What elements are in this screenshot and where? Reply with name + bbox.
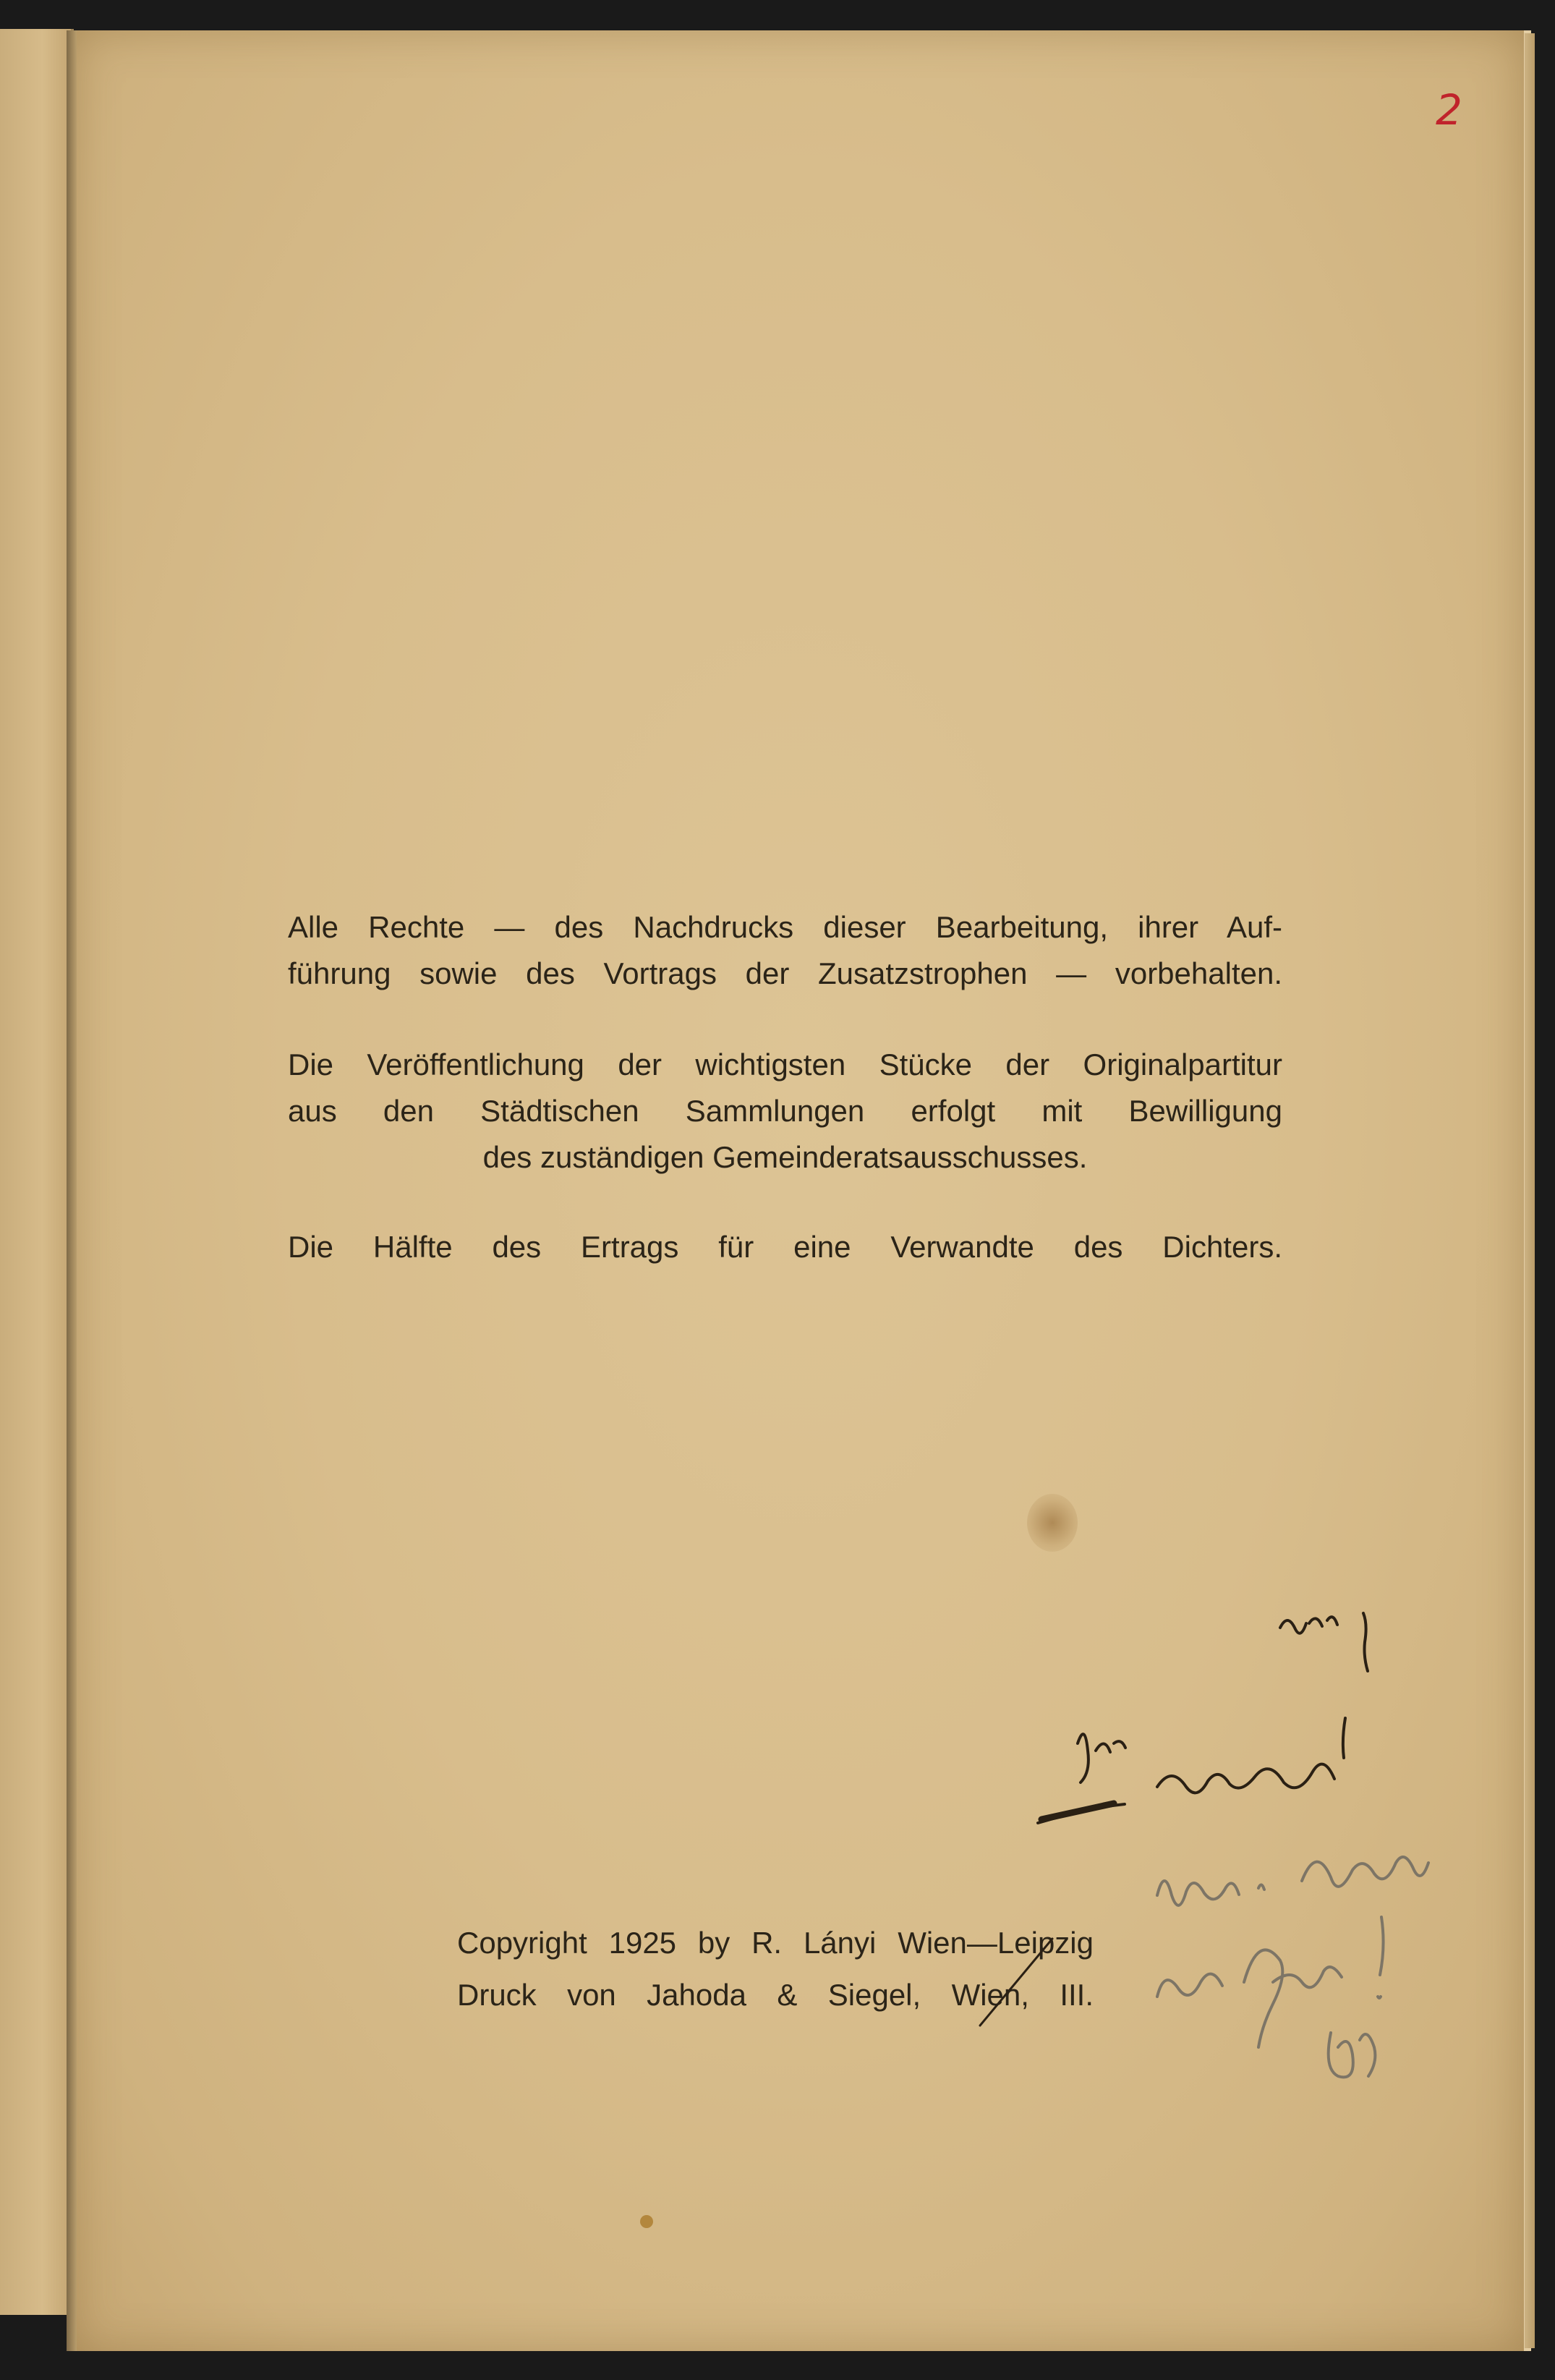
publication-notice: [288, 1042, 1282, 1181]
printer-line: Druck von Jahoda & Siegel, Wien, III.: [457, 1978, 1094, 2012]
facing-page-edge: [0, 29, 74, 2315]
publication-notice-line-2: aus den Städtischen Sammlungen erfolgt mit Bewilligung: [288, 1094, 1282, 1128]
rights-notice-line-1: Alle Rechte — des Nachdrucks dieser Bearbeitung, ihrer Auf-: [288, 910, 1282, 944]
paper-stain: [1027, 1494, 1078, 1552]
handwritten-annotations: [940, 1591, 1533, 2098]
copyright-line: Copyright 1925 by R. Lányi Wien—Leipzig: [457, 1926, 1094, 1960]
rights-notice: [288, 904, 1282, 997]
folio-number: 2: [1436, 85, 1462, 135]
publication-notice-line-1: Die Veröffentlichung der wichtigsten Stücke der Originalpartitur: [288, 1047, 1282, 1081]
proceeds-notice: Die Hälfte des Ertrags für eine Verwandte des Dichters.: [288, 1230, 1282, 1264]
paper-mark-dot: [640, 2215, 653, 2228]
ink-annotation: [980, 1613, 1368, 2026]
spine-gutter: [67, 30, 77, 2351]
pencil-annotation: [1157, 1857, 1428, 2077]
rights-notice-line-2: führung sowie des Vortrags der Zusatzstrophen — vorbehalten.: [288, 956, 1282, 990]
publication-notice-line-3: des zuständigen Gemeinderatsausschusses.: [482, 1140, 1088, 1174]
